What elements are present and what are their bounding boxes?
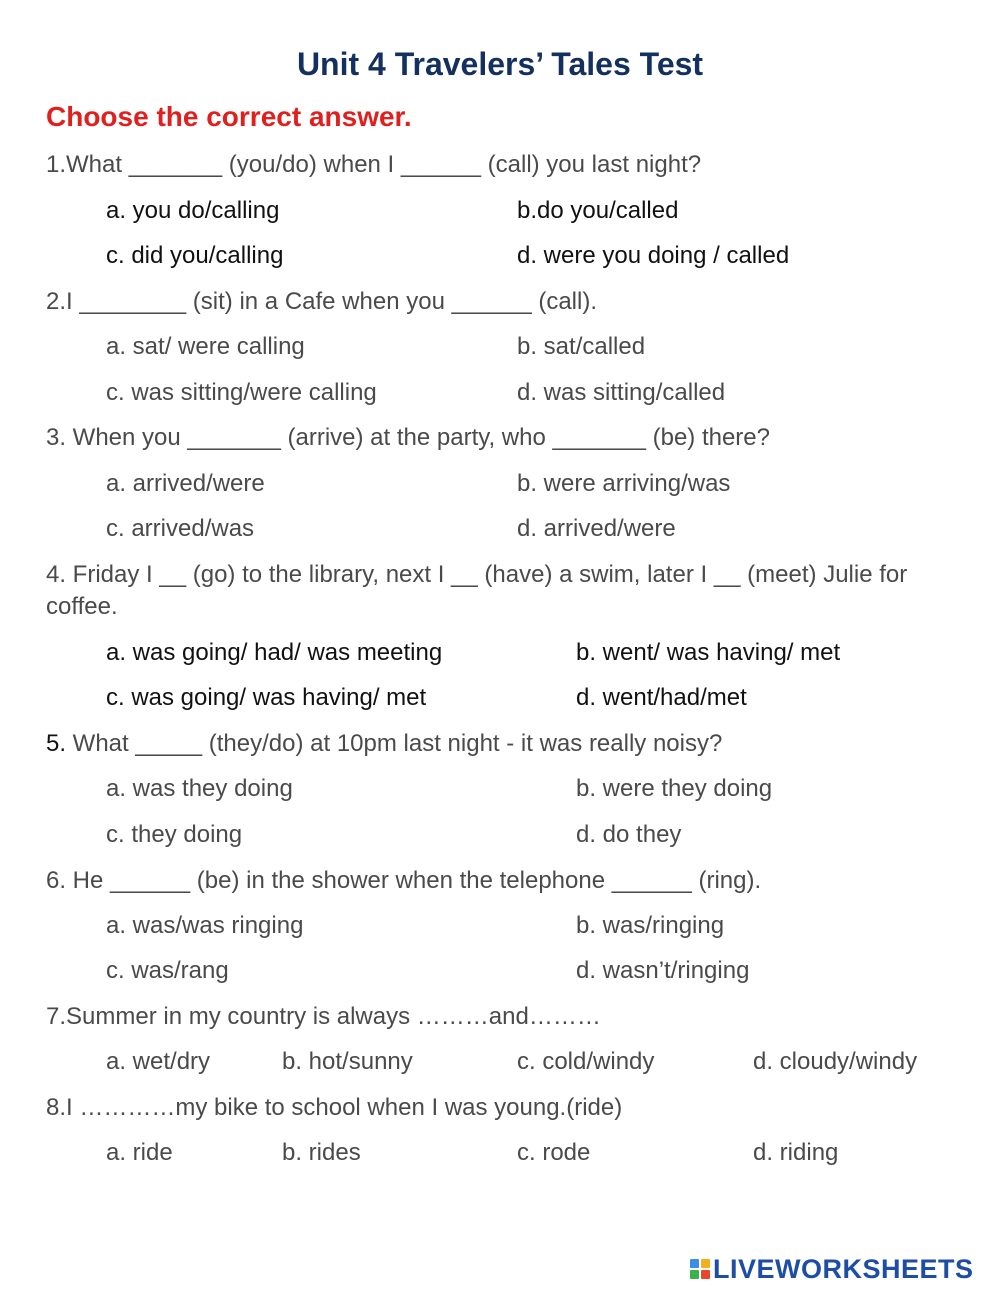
logo-square [701,1270,710,1279]
question-2-option-c[interactable]: c. was sitting/were calling [106,379,377,406]
question-text: When you _______ (arrive) at the party, who _______ (be) there? [66,424,770,451]
question-4-option-d[interactable]: d. went/had/met [576,684,747,711]
question-2 [46,286,597,318]
liveworksheets-logo[interactable] [690,1252,974,1286]
question-3-option-a[interactable]: a. arrived/were [106,470,265,497]
question-5-option-c[interactable]: c. they doing [106,821,243,848]
question-7-option-c[interactable]: c. cold/windy [517,1048,655,1075]
logo-square [690,1270,699,1279]
liveworksheets-icon [690,1259,710,1279]
question-number: 8. [46,1094,67,1121]
question-8 [46,1092,622,1124]
question-5-option-a[interactable]: a. was they doing [106,775,293,802]
question-8-option-c[interactable]: c. rode [517,1139,591,1166]
question-1 [46,149,701,181]
question-7-option-b[interactable]: b. hot/sunny [282,1048,413,1075]
logo-square [690,1259,699,1268]
question-7 [46,1001,601,1033]
question-8-option-b[interactable]: b. rides [282,1139,361,1166]
question-7-option-a[interactable]: a. wet/dry [106,1048,211,1075]
question-number: 5. [46,730,67,757]
question-text: I …………my bike to school when I was young.(ride) [66,1094,623,1121]
question-number: 1. [46,151,67,178]
question-4-option-b[interactable]: b. went/ was having/ met [576,639,841,666]
question-4-option-c[interactable]: c. was going/ was having/ met [106,684,427,711]
question-2-option-a[interactable]: a. sat/ were calling [106,333,305,360]
question-text: I ________ (sit) in a Cafe when you ______ (call). [66,288,598,315]
question-6-option-d[interactable]: d. wasn’t/ringing [576,957,750,984]
question-1-option-a[interactable]: a. you do/calling [106,197,280,224]
question-3-option-c[interactable]: c. arrived/was [106,515,255,542]
question-text: Summer in my country is always ………and……… [66,1003,601,1030]
logo-text: LIVEWORKSHEETS [713,1253,974,1284]
question-number: 7. [46,1003,67,1030]
question-1-option-b[interactable]: b.do you/called [517,197,679,224]
question-4 [46,559,956,623]
question-6-option-c[interactable]: c. was/rang [106,957,229,984]
instruction: Choose the correct answer. [46,101,412,132]
question-5 [46,728,722,760]
question-1-option-c[interactable]: c. did you/calling [106,242,284,269]
question-6 [46,865,761,897]
question-number: 2. [46,288,67,315]
question-3-option-d[interactable]: d. arrived/were [517,515,676,542]
question-8-option-d[interactable]: d. riding [753,1139,839,1166]
question-6-option-b[interactable]: b. was/ringing [576,912,725,939]
question-2-option-d[interactable]: d. was sitting/called [517,379,726,406]
question-5-option-b[interactable]: b. were they doing [576,775,773,802]
question-text: He ______ (be) in the shower when the telephone ______ (ring). [66,867,762,894]
question-3-option-b[interactable]: b. were arriving/was [517,470,731,497]
question-number: 3. [46,424,67,451]
question-text: Friday I __ (go) to the library, next I __ (have) a swim, later I __ (meet) Julie for coffee. [46,561,908,620]
page-title: Unit 4 Travelers’ Tales Test [296,46,704,82]
question-3 [46,422,770,454]
question-number: 6. [46,867,67,894]
question-5-option-d[interactable]: d. do they [576,821,682,848]
question-8-option-a[interactable]: a. ride [106,1139,173,1166]
logo-square [701,1259,710,1268]
question-text: What _____ (they/do) at 10pm last night - it was really noisy? [66,730,723,757]
question-2-option-b[interactable]: b. sat/called [517,333,646,360]
question-1-option-d[interactable]: d. were you doing / called [517,242,790,269]
question-text: What _______ (you/do) when I ______ (call) you last night? [66,151,702,178]
question-4-option-a[interactable]: a. was going/ had/ was meeting [106,639,443,666]
question-6-option-a[interactable]: a. was/was ringing [106,912,304,939]
question-number: 4. [46,561,67,588]
question-7-option-d[interactable]: d. cloudy/windy [753,1048,918,1075]
